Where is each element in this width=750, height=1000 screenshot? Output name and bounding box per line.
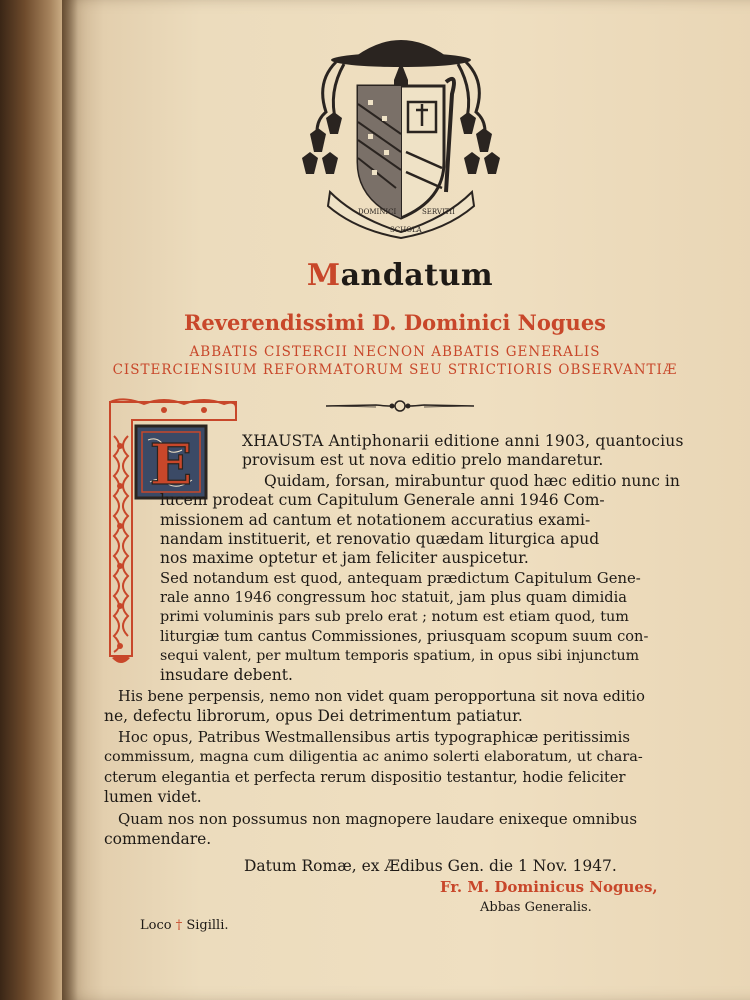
body-line: liturgiæ tum cantus Commissiones, priusquam scopum suum con- xyxy=(160,628,649,645)
seal-prefix: Loco xyxy=(140,918,172,933)
body-line: missionem ad cantum et notationem accuratius exami- xyxy=(160,511,591,529)
signature-title: Abbas Generalis. xyxy=(480,900,592,915)
ornamental-rule xyxy=(326,398,474,414)
motto-center: SCHOLA xyxy=(390,226,422,234)
body-line: rale anno 1946 congressum hoc statuit, jam plus quam dimidia xyxy=(160,589,627,606)
motto-left: DOMINICI xyxy=(358,208,397,216)
body-line: nos maxime optetur et jam feliciter auspicetur. xyxy=(160,549,529,567)
book-binding xyxy=(0,0,62,1000)
body-line: ne, defectu librorum, opus Dei detrimentum patiatur. xyxy=(104,707,523,725)
body-line: insudare debent. xyxy=(160,666,293,684)
motto-right: SERVITII xyxy=(422,208,455,216)
body-line: primi voluminis pars sub prelo erat ; notum est etiam quod, tum xyxy=(160,609,629,625)
illuminated-initial xyxy=(104,396,242,668)
signature-name: Fr. M. Dominicus Nogues, xyxy=(440,878,658,896)
subtitle-line-1: ABBATIS CISTERCII NECNON ABBATIS GENERALIS xyxy=(189,344,601,360)
initial-letter: E xyxy=(149,432,193,498)
body-line: XHAUSTA Antiphonarii editione anni 1903, quantocius xyxy=(242,432,684,450)
cross-icon: † xyxy=(175,918,183,933)
dateline: Datum Romæ, ex Ædibus Gen. die 1 Nov. 1947. xyxy=(244,857,617,875)
body-line: nandam instituerit, et renovatio quædam liturgica apud xyxy=(160,530,600,548)
page-gutter-shadow xyxy=(62,0,78,1000)
body-line: Quam nos non possumus non magnopere laudare enixeque omnibus xyxy=(118,810,638,828)
subtitle-line-2: CISTERCIENSIUM REFORMATORUM SEU STRICTIORIS OBSERVANTIÆ xyxy=(112,362,678,378)
body-line: cterum elegantia et perfecta rerum dispositio testantur, hodie feliciter xyxy=(104,769,626,786)
title-rest: andatum xyxy=(340,258,494,293)
body-line: commendare. xyxy=(104,830,212,848)
body-line: sequi valent, per multum temporis spatium, in opus sibi injunctum xyxy=(160,648,640,664)
body-line: lumen videt. xyxy=(104,788,202,806)
body-line: lucem prodeat cum Capitulum Generale anni 1946 Com- xyxy=(160,491,605,509)
coat-of-arms xyxy=(296,22,506,240)
body-line: Quidam, forsan, mirabuntur quod hæc editio nunc in xyxy=(264,472,680,490)
document-subtitle: Reverendissimi D. Dominici Nogues xyxy=(183,310,607,335)
body-line: Sed notandum est quod, antequam prædictum Capitulum Gene- xyxy=(160,570,641,587)
seal-mark xyxy=(140,918,229,933)
document-title xyxy=(250,258,550,293)
title-initial: M xyxy=(306,258,341,293)
body-line: Hoc opus, Patribus Westmallensibus artis typographicæ peritissimis xyxy=(118,729,630,746)
seal-suffix: Sigilli. xyxy=(186,918,229,933)
body-line: commissum, magna cum diligentia ac animo solerti elaboratum, ut chara- xyxy=(104,749,643,765)
body-line: provisum est ut nova editio prelo mandaretur. xyxy=(242,451,604,469)
body-line: His bene perpensis, nemo non videt quam peropportuna sit nova editio xyxy=(118,688,645,705)
